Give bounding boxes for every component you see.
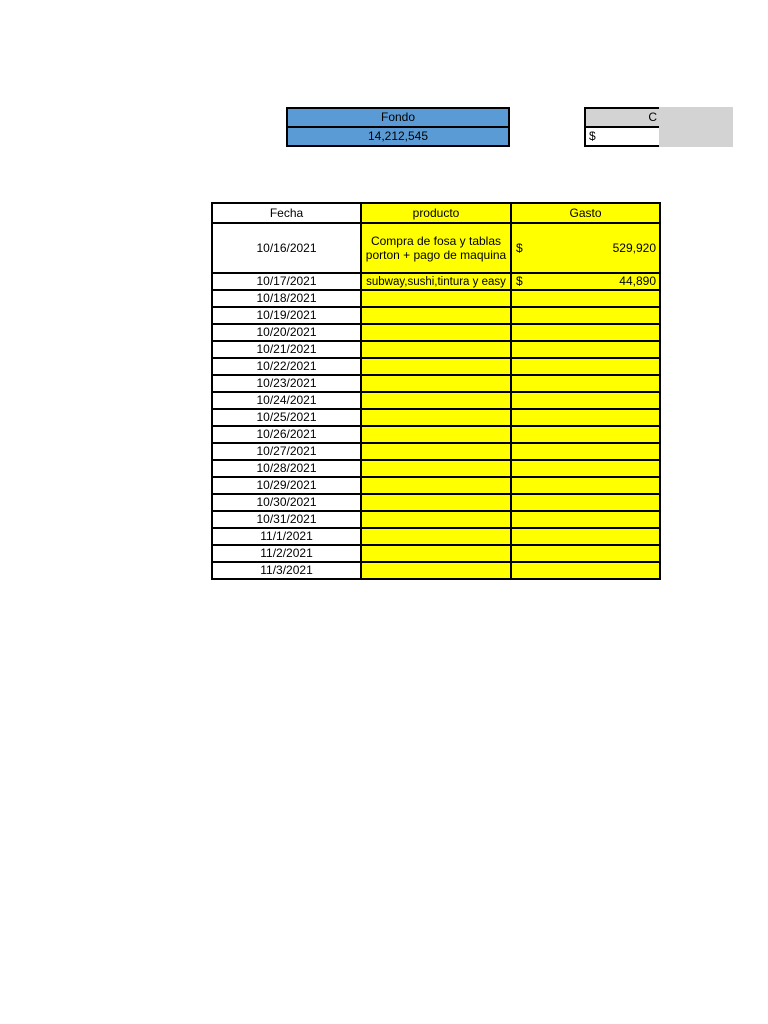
cell-gasto[interactable]: [511, 341, 660, 358]
cell-producto[interactable]: [361, 392, 511, 409]
secondary-label: C: [584, 107, 659, 128]
cell-producto[interactable]: [361, 545, 511, 562]
producto-text: subway,sushi,tintura y easy: [366, 275, 506, 288]
header-producto: producto: [361, 203, 511, 223]
cell-fecha[interactable]: 10/30/2021: [212, 494, 361, 511]
table-row: [212, 290, 660, 307]
table-row: [212, 409, 660, 426]
cell-producto[interactable]: [361, 460, 511, 477]
cell-gasto[interactable]: [511, 562, 660, 579]
cell-gasto[interactable]: [511, 443, 660, 460]
cell-gasto[interactable]: [511, 545, 660, 562]
currency-symbol: $: [516, 274, 523, 288]
producto-text: Compra de fosa y tablas porton + pago de maquina: [365, 234, 507, 262]
cell-fecha[interactable]: 10/29/2021: [212, 477, 361, 494]
cell-producto[interactable]: [361, 358, 511, 375]
header-fecha: Fecha: [212, 203, 361, 223]
gasto-amount: [512, 274, 659, 289]
cell-producto[interactable]: [361, 341, 511, 358]
gasto-value: 529,920: [612, 241, 656, 255]
cell-gasto[interactable]: [511, 324, 660, 341]
table-row: [212, 426, 660, 443]
cell-producto[interactable]: [361, 528, 511, 545]
cell-fecha[interactable]: 10/18/2021: [212, 290, 361, 307]
expense-table: [211, 202, 661, 580]
cell-gasto[interactable]: [511, 426, 660, 443]
cell-fecha[interactable]: 11/1/2021: [212, 528, 361, 545]
cell-fecha[interactable]: 10/28/2021: [212, 460, 361, 477]
cell-fecha[interactable]: 11/3/2021: [212, 562, 361, 579]
table-row: [212, 511, 660, 528]
fondo-label: Fondo: [286, 107, 510, 128]
cell-fecha[interactable]: 10/27/2021: [212, 443, 361, 460]
cell-gasto[interactable]: [511, 290, 660, 307]
cell-fecha[interactable]: 10/25/2021: [212, 409, 361, 426]
gray-overlay: [659, 107, 733, 147]
cell-producto[interactable]: [361, 324, 511, 341]
cell-fecha[interactable]: 10/16/2021: [212, 223, 361, 273]
cell-gasto[interactable]: [511, 511, 660, 528]
cell-producto[interactable]: [361, 477, 511, 494]
cell-fecha[interactable]: 10/20/2021: [212, 324, 361, 341]
fondo-value: 14,212,545: [286, 126, 510, 147]
cell-gasto[interactable]: [511, 223, 660, 273]
table-row: [212, 273, 660, 290]
gasto-amount: [512, 241, 659, 255]
cell-gasto[interactable]: [511, 460, 660, 477]
cell-fecha[interactable]: 10/24/2021: [212, 392, 361, 409]
cell-producto[interactable]: [361, 494, 511, 511]
table-row: [212, 545, 660, 562]
table-row: [212, 307, 660, 324]
table-row: [212, 341, 660, 358]
cell-fecha[interactable]: 10/21/2021: [212, 341, 361, 358]
header-gasto: Gasto: [511, 203, 660, 223]
cell-gasto[interactable]: [511, 409, 660, 426]
table-row: [212, 494, 660, 511]
table-row: [212, 324, 660, 341]
table-row: [212, 477, 660, 494]
cell-gasto[interactable]: [511, 273, 660, 290]
cell-gasto[interactable]: [511, 358, 660, 375]
cell-producto[interactable]: [361, 426, 511, 443]
table-header-row: [212, 203, 660, 223]
cell-producto[interactable]: [361, 375, 511, 392]
table-row: [212, 358, 660, 375]
cell-fecha[interactable]: 10/23/2021: [212, 375, 361, 392]
cell-producto[interactable]: [361, 443, 511, 460]
cell-producto[interactable]: [361, 409, 511, 426]
cell-fecha[interactable]: 10/31/2021: [212, 511, 361, 528]
table-row: [212, 223, 660, 273]
table-row: [212, 443, 660, 460]
cell-gasto[interactable]: [511, 528, 660, 545]
cell-producto[interactable]: [361, 223, 511, 273]
cell-producto[interactable]: [361, 307, 511, 324]
cell-fecha[interactable]: 10/22/2021: [212, 358, 361, 375]
cell-producto[interactable]: [361, 511, 511, 528]
cell-gasto[interactable]: [511, 375, 660, 392]
cell-fecha[interactable]: 10/26/2021: [212, 426, 361, 443]
cell-gasto[interactable]: [511, 392, 660, 409]
cell-gasto[interactable]: [511, 477, 660, 494]
cell-fecha[interactable]: 11/2/2021: [212, 545, 361, 562]
gasto-value: 44,890: [619, 274, 656, 288]
cell-fecha[interactable]: 10/17/2021: [212, 273, 361, 290]
cell-producto[interactable]: [361, 290, 511, 307]
table-row: [212, 528, 660, 545]
currency-symbol: $: [516, 241, 523, 255]
cell-fecha[interactable]: 10/19/2021: [212, 307, 361, 324]
secondary-value: $: [584, 126, 659, 147]
table-row: [212, 460, 660, 477]
table-row: [212, 375, 660, 392]
table-row: [212, 392, 660, 409]
cell-producto[interactable]: [361, 562, 511, 579]
cell-gasto[interactable]: [511, 494, 660, 511]
cell-producto[interactable]: [361, 273, 511, 290]
table-row: [212, 562, 660, 579]
cell-gasto[interactable]: [511, 307, 660, 324]
